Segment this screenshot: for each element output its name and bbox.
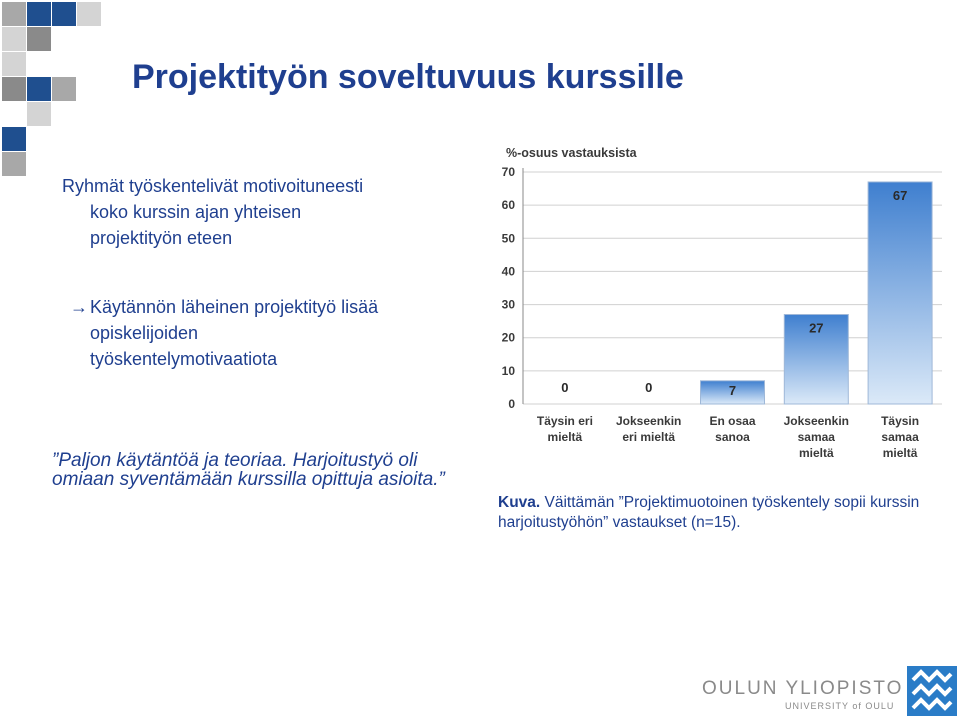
bullet-line: Käytännön läheinen projektityö lisää [90, 297, 379, 317]
bullet-line: koko kurssin ajan yhteisen [90, 202, 302, 222]
y-tick-label: 20 [501, 330, 515, 345]
x-tick-label: samaa [881, 430, 919, 444]
x-tick-label: mieltä [798, 446, 834, 460]
logo-subtitle: UNIVERSITY of OULU [785, 701, 895, 711]
bullet-conclusion [62, 294, 378, 372]
decor-square [2, 2, 26, 26]
y-tick-label: 40 [501, 264, 515, 279]
y-tick-label: 70 [501, 165, 515, 179]
data-label: 27 [809, 320, 824, 336]
student-quote: ”Paljon käytäntöä ja teoriaa. Harjoitustyö oli omiaan syventämään kurssilla opittuja asioita.” [52, 450, 445, 490]
logo-mark-icon [907, 666, 957, 716]
university-logo [700, 662, 960, 716]
x-tick-label: samaa [797, 430, 835, 444]
decor-square [52, 77, 76, 101]
bullet-line-arrow [62, 294, 378, 320]
bullet-motivation [62, 173, 363, 251]
decor-square [27, 2, 51, 26]
data-label: 0 [645, 380, 653, 395]
x-tick-label: sanoa [715, 430, 750, 444]
y-tick-label: 0 [508, 397, 515, 411]
decor-square [2, 152, 26, 176]
caption-text: Väittämän ”Projektimuotoinen työskentely sopii kurssin harjoitustyöhön” vastaukset (n=15). [498, 494, 920, 531]
x-tick-label: eri mieltä [622, 430, 676, 444]
decor-square [2, 52, 26, 76]
x-tick-label: mieltä [882, 446, 918, 460]
x-tick-label: Jokseenkin [783, 414, 849, 428]
x-tick-label: Täysin [881, 414, 920, 428]
y-tick-label: 50 [501, 231, 515, 246]
decor-square [2, 27, 26, 51]
y-tick-label: 10 [501, 363, 515, 378]
decor-square [27, 102, 51, 126]
decor-square [2, 127, 26, 151]
caption-label: Kuva. [498, 494, 541, 511]
bullet-line: projektityön eteen [90, 228, 233, 248]
survey-bar-chart [490, 140, 950, 470]
y-tick-label: 30 [501, 297, 515, 312]
page-title: Projektityön soveltuvuus kurssille [132, 58, 684, 96]
data-label: 67 [892, 187, 908, 203]
logo-name: OULUN YLIOPISTO [702, 678, 904, 699]
x-tick-label: En osaa [709, 414, 756, 428]
decor-square [52, 2, 76, 26]
bar [868, 182, 932, 404]
decor-square [27, 77, 51, 101]
x-tick-label: Täysin eri [536, 414, 593, 428]
arrow-right-icon: → [70, 297, 88, 317]
y-tick-label: 60 [501, 198, 515, 213]
bullet-line: Ryhmät työskentelivät motivoituneesti [62, 176, 364, 196]
decor-square [77, 2, 101, 26]
bullet-line: työskentelymotivaatiota [90, 349, 278, 369]
figure-caption [498, 493, 958, 533]
decor-square [27, 27, 51, 51]
chart-title: %-osuus vastauksista [506, 146, 637, 160]
bullet-line: opiskelijoiden [90, 323, 199, 343]
data-label: 7 [728, 382, 737, 398]
decor-square [2, 77, 26, 101]
x-tick-label: mieltä [547, 430, 583, 444]
x-tick-label: Jokseenkin [616, 414, 682, 428]
data-label: 0 [561, 380, 569, 395]
